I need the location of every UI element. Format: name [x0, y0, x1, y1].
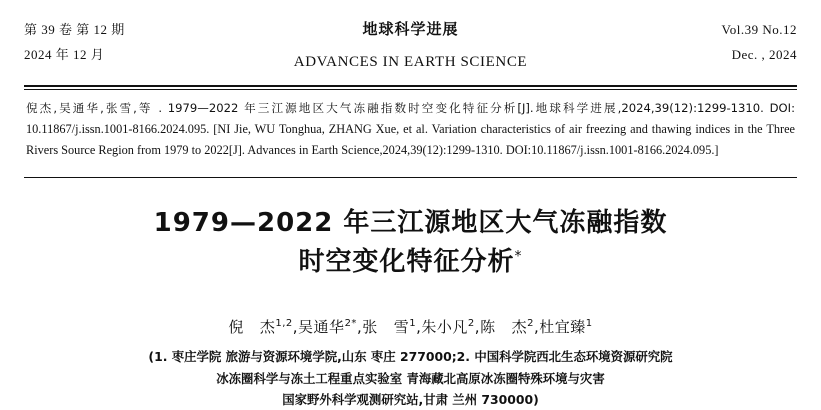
volume-issue-en-block: [607, 18, 797, 67]
citation-block: [24, 90, 797, 168]
volume-issue-en: Vol.39 No.12: [721, 22, 797, 37]
citation-divider: [24, 177, 797, 178]
author-name: 朱小凡: [421, 318, 468, 337]
author-affiliation-marker: 1: [585, 318, 593, 330]
author-list: [24, 316, 797, 337]
author-affiliation-marker: 1: [409, 318, 417, 330]
citation-en-line2: Three Rivers Source Region from 1979 to 2022[J]. Advances in Earth Science,2024,39(12):1299-1310. DOI:10.11867/j.issn.1001-8166.2024.095.]: [26, 122, 795, 158]
author-name: 吴通华: [298, 318, 345, 337]
author-name-part2: 杰: [259, 318, 276, 337]
affiliation-line-1: (1. 枣庄学院 旅游与资源环境学院,山东 枣庄 277000;2. 中国科学院西北生态环境资源研究院: [148, 349, 673, 365]
author-affiliation-marker: 2: [527, 318, 534, 330]
author-name-part2: 雪: [393, 318, 410, 337]
author-name: 陈: [480, 318, 496, 337]
author-separator: ,: [356, 318, 363, 337]
author-affiliation-marker: 1,2: [275, 318, 293, 330]
citation-cn: 倪杰,吴通华,张雪,等 . 1979—2022 年三江源地区大气冻融指数时空变化特征分析[J].地球科学进展,2024,39(12):1299-1310. DOI:: [26, 101, 795, 115]
journal-title-en: ADVANCES IN EARTH SCIENCE: [293, 53, 528, 70]
journal-title-block: [214, 18, 607, 76]
title-line-2: 时空变化特征分析: [298, 247, 515, 278]
author-separator: ,: [474, 318, 481, 337]
author-separator: ,: [292, 318, 299, 337]
author-name-part2: 杰: [511, 318, 528, 337]
affiliation-block: [24, 346, 797, 410]
journal-title-cn: 地球科学进展: [362, 20, 459, 38]
page-header: [24, 0, 797, 76]
author-separator: ,: [416, 318, 422, 337]
volume-issue-cn: 第 39 卷 第 12 期: [24, 22, 125, 37]
publication-date-cn: 2024 年 12 月: [24, 46, 105, 62]
affiliation-line-2: 冰冻圈科学与冻土工程重点实验室 青海藏北高原冰冻圈特殊环境与灾害: [216, 370, 605, 386]
author-separator: ,: [533, 318, 540, 337]
title-line-1: 1979—2022 年三江源地区大气冻融指数: [153, 208, 668, 239]
page-title: [24, 204, 797, 282]
author-name: 张: [362, 318, 378, 337]
author-name: 倪: [228, 318, 244, 337]
affiliation-line-3: 国家野外科学观测研究站,甘肃 兰州 730000): [282, 392, 539, 408]
volume-issue-block: [24, 18, 214, 67]
author-affiliation-marker: 2: [467, 318, 475, 330]
citation-en-line1: 10.11867/j.issn.1001-8166.2024.095. [NI Jie, WU Tonghua, ZHANG Xue, et al. Variation characteristics of air freezing and thawing indices in the: [26, 122, 763, 137]
title-footnote-marker: *: [514, 248, 523, 265]
publication-date-en: Dec. , 2024: [731, 46, 797, 62]
author-affiliation-marker: 2*: [344, 318, 357, 330]
author-name: 杜宜臻: [539, 318, 586, 337]
